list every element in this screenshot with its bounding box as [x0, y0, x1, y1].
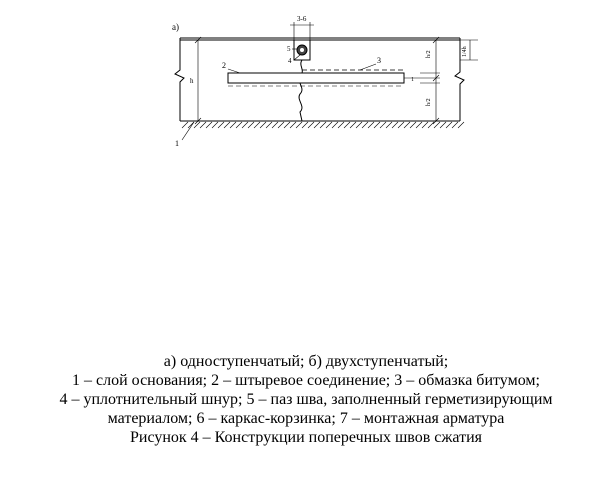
- hatch-stroke: [428, 122, 434, 128]
- hatch-stroke: [296, 122, 302, 128]
- callout-side-number: 1: [411, 77, 414, 83]
- hatch-stroke: [434, 122, 440, 128]
- hatch-stroke: [332, 122, 338, 128]
- hatch-stroke: [368, 122, 374, 128]
- hatch-stroke: [278, 122, 284, 128]
- hatch-stroke: [260, 122, 266, 128]
- hatch-stroke: [380, 122, 386, 128]
- hatch-stroke: [230, 122, 236, 128]
- callout-groove: 5: [287, 45, 291, 53]
- hatch-stroke: [356, 122, 362, 128]
- hatch-stroke: [302, 122, 308, 128]
- hatch-stroke: [284, 122, 290, 128]
- caption-line-2: 1 – слой основания; 2 – штыревое соединение; 3 – обмазка битумом;: [72, 372, 540, 389]
- hatch-stroke: [308, 122, 314, 128]
- hatch-stroke: [440, 122, 446, 128]
- dim-groove-depth: 1/4h: [462, 46, 468, 57]
- hatch-stroke: [200, 122, 206, 128]
- ground-hatch: [182, 122, 464, 128]
- hatch-stroke: [422, 122, 428, 128]
- hatch-stroke: [266, 122, 272, 128]
- hatch-stroke: [242, 122, 248, 128]
- hatch-stroke: [212, 122, 218, 128]
- hatch-stroke: [182, 122, 188, 128]
- hatch-stroke: [248, 122, 254, 128]
- hatch-stroke: [458, 122, 464, 128]
- caption-line-4: материалом; 6 – каркас-корзинка; 7 – монтажная арматура: [107, 410, 505, 427]
- hatch-stroke: [290, 122, 296, 128]
- hatch-stroke: [386, 122, 392, 128]
- hatch-stroke: [254, 122, 260, 128]
- dowel-bar: [228, 73, 404, 83]
- hatch-stroke: [326, 122, 332, 128]
- figure-caption: [0, 352, 612, 447]
- hatch-stroke: [272, 122, 278, 128]
- hatch-stroke: [194, 122, 200, 128]
- hatch-stroke: [446, 122, 452, 128]
- hatch-stroke: [452, 122, 458, 128]
- hatch-stroke: [410, 122, 416, 128]
- callout-bitumen: 3: [377, 56, 381, 65]
- hatch-stroke: [314, 122, 320, 128]
- hatch-stroke: [218, 122, 224, 128]
- hatch-stroke: [416, 122, 422, 128]
- hatch-stroke: [362, 122, 368, 128]
- hatch-stroke: [224, 122, 230, 128]
- hatch-stroke: [236, 122, 242, 128]
- callout-cord: 4: [288, 57, 292, 65]
- hatch-stroke: [404, 122, 410, 128]
- hatch-stroke: [398, 122, 404, 128]
- hatch-stroke: [206, 122, 212, 128]
- hatch-stroke: [350, 122, 356, 128]
- hatch-stroke: [374, 122, 380, 128]
- dim-half-bottom: h/2: [426, 98, 432, 106]
- hatch-stroke: [338, 122, 344, 128]
- dim-gap-width: 3-6: [297, 15, 307, 23]
- joint-diagram: [0, 0, 612, 200]
- callout-dowel: 2: [222, 61, 226, 70]
- hatch-stroke: [392, 122, 398, 128]
- callout-base: 1: [175, 139, 179, 148]
- hatch-stroke: [344, 122, 350, 128]
- caption-line-5: Рисунок 4 – Конструкции поперечных швов сжатия: [129, 429, 483, 446]
- joint-groove: [294, 40, 310, 60]
- caption-line-1: а) одноступенчатый; б) двухступенчатый;: [163, 353, 449, 370]
- hatch-stroke: [320, 122, 326, 128]
- crack-line: [299, 60, 302, 121]
- dim-full-height: h: [190, 77, 194, 85]
- caption-line-3: 4 – уплотнительный шнур; 5 – паз шва, заполненный герметизирующим: [59, 391, 553, 408]
- panel-label: а): [172, 22, 179, 32]
- dim-half-top: h/2: [426, 50, 432, 58]
